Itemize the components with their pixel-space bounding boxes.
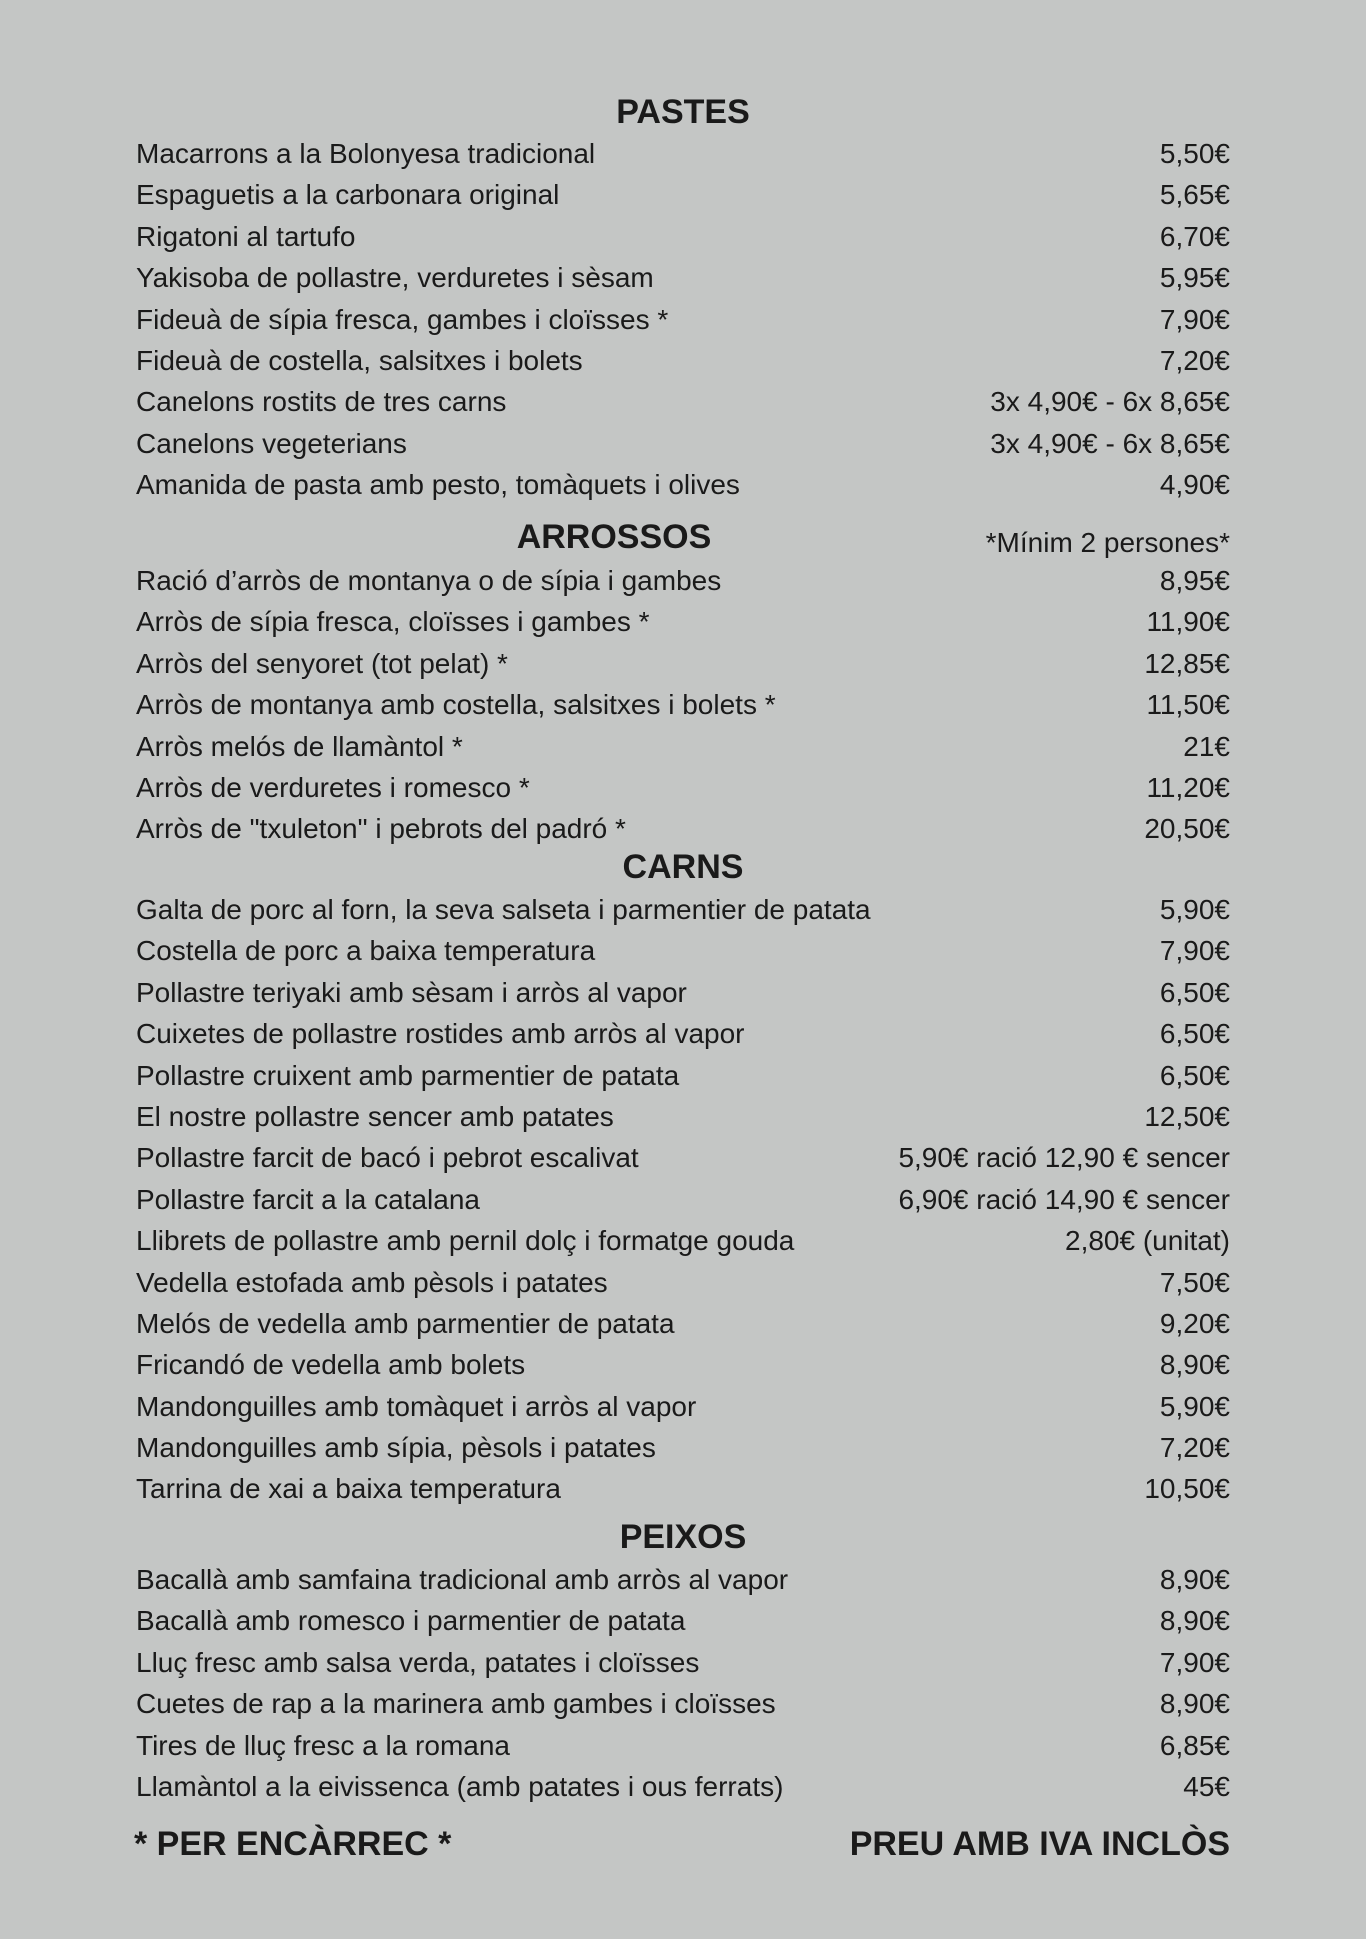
- menu-item-row: [136, 1096, 1230, 1137]
- menu-item-name: Pollastre farcit a la catalana: [136, 1183, 480, 1215]
- menu-item-row: [136, 1642, 1230, 1683]
- menu-item-name: Pollastre farcit de bacó i pebrot escalivat: [136, 1142, 639, 1174]
- menu-item-name: Arròs de montanya amb costella, salsitxes i bolets *: [136, 689, 776, 721]
- section-note: *Mínim 2 persones*: [985, 527, 1230, 558]
- menu-item-row: [136, 1600, 1230, 1641]
- menu-item-row: [136, 1179, 1230, 1220]
- menu-item-price: 7,90€: [1159, 935, 1230, 967]
- menu-item-row: [136, 1220, 1230, 1261]
- menu-item-row: [136, 972, 1230, 1013]
- menu-item-name: Llibrets de pollastre amb pernil dolç i formatge gouda: [136, 1225, 795, 1257]
- menu-item-row: [136, 1137, 1230, 1178]
- menu-item-row: [136, 1055, 1230, 1096]
- menu-item-name: Cuixetes de pollastre rostides amb arròs al vapor: [136, 1018, 745, 1050]
- menu-item-name: Cuetes de rap a la marinera amb gambes i cloïsses: [136, 1688, 776, 1720]
- menu-item-price: 12,85€: [1144, 647, 1230, 679]
- menu-item-price: 3x 4,90€ - 6x 8,65€: [990, 427, 1230, 459]
- menu-item-row: [136, 381, 1230, 422]
- menu-item-row: [136, 216, 1230, 257]
- menu-item-name: Ració d’arròs de montanya o de sípia i gambes: [136, 565, 722, 596]
- section-title: PEIXOS: [619, 1518, 747, 1556]
- menu-item-price: 11,50€: [1146, 689, 1230, 721]
- menu-item-name: Yakisoba de pollastre, verduretes i sèsam: [136, 262, 654, 294]
- menu-item-price: 8,90€: [1159, 1688, 1230, 1720]
- item-list: [136, 133, 1230, 506]
- menu-item-price: 2,80€ (unitat): [1065, 1225, 1230, 1257]
- menu-item-row: [136, 464, 1230, 505]
- menu-item-name: Tarrina de xai a baixa temperatura: [136, 1473, 561, 1505]
- menu-item-name: Bacallà amb romesco i parmentier de patata: [136, 1605, 686, 1637]
- section-heading: [136, 846, 1230, 888]
- section-title: ARROSSOS: [516, 518, 712, 556]
- menu-item-name: Fricandó de vedella amb bolets: [136, 1349, 526, 1381]
- section-title: CARNS: [622, 848, 744, 886]
- menu-item-row: [136, 340, 1230, 381]
- item-list: [136, 889, 1230, 1510]
- menu-item-price: 9,20€: [1159, 1307, 1230, 1339]
- menu-item-row: [136, 684, 1230, 725]
- menu-item-row: [136, 1725, 1230, 1766]
- menu-item-row: [136, 889, 1230, 930]
- menu-item-name: Tires de lluç fresc a la romana: [136, 1729, 510, 1761]
- menu-item-price: 8,90€: [1159, 1349, 1230, 1381]
- menu-item-row: [136, 257, 1230, 298]
- section-carns: [136, 846, 1230, 1510]
- menu-item-price: 5,90€: [1159, 1390, 1230, 1422]
- menu-item-name: Espaguetis a la carbonara original: [136, 179, 560, 211]
- menu-item-row: [136, 1303, 1230, 1344]
- menu-item-price: 11,90€: [1146, 606, 1230, 638]
- section-pastes: [136, 91, 1230, 506]
- menu-item-row: [136, 1262, 1230, 1303]
- menu-item-price: 8,95€: [1159, 565, 1230, 596]
- menu-item-row: [136, 1468, 1230, 1509]
- footer-order-note: * PER ENCÀRREC *: [134, 1825, 452, 1863]
- menu-item-price: 21€: [1183, 730, 1230, 762]
- menu-item-price: 6,90€ ració 14,90 € sencer: [898, 1183, 1230, 1215]
- menu-item-price: 7,20€: [1159, 1432, 1230, 1464]
- menu-item-name: Fideuà de sípia fresca, gambes i cloïsses *: [136, 303, 669, 335]
- menu-item-price: 5,90€: [1159, 894, 1230, 925]
- menu-item-name: Llamàntol a la eivissenca (amb patates i ous ferrats): [136, 1770, 784, 1802]
- menu-item-price: 3x 4,90€ - 6x 8,65€: [990, 386, 1230, 418]
- menu-item-price: 45€: [1183, 1770, 1230, 1802]
- menu-item-row: [136, 1386, 1230, 1427]
- menu-item-name: Pollastre cruixent amb parmentier de patata: [136, 1059, 680, 1091]
- menu-item-name: Arròs melós de llamàntol *: [136, 730, 463, 762]
- menu-item-name: Mandonguilles amb tomàquet i arròs al vapor: [136, 1390, 697, 1422]
- menu-item-price: 7,90€: [1159, 1646, 1230, 1678]
- section-heading: [136, 91, 1230, 133]
- menu-item-name: Amanida de pasta amb pesto, tomàquets i olives: [136, 469, 740, 501]
- item-list: [136, 1559, 1230, 1807]
- menu-item-price: 5,90€ ració 12,90 € sencer: [898, 1142, 1230, 1174]
- menu-item-name: Canelons vegeterians: [136, 427, 407, 459]
- menu-item-name: Fideuà de costella, salsitxes i bolets: [136, 344, 583, 376]
- menu-item-price: 11,20€: [1146, 771, 1230, 803]
- menu-item-row: [136, 643, 1230, 684]
- section-heading: [136, 1516, 1230, 1558]
- menu-item-name: Galta de porc al forn, la seva salseta i parmentier de patata: [136, 894, 871, 925]
- footer-vat-note: PREU AMB IVA INCLÒS: [849, 1825, 1230, 1863]
- menu-item-name: Rigatoni al tartufo: [136, 220, 356, 252]
- menu-item-price: 6,50€: [1159, 1059, 1230, 1091]
- menu-item-row: [136, 930, 1230, 971]
- section-title: PASTES: [616, 93, 750, 131]
- menu-item-name: Arròs del senyoret (tot pelat) *: [136, 647, 508, 679]
- menu-item-row: [136, 299, 1230, 340]
- menu-item-price: 7,20€: [1159, 344, 1230, 376]
- menu-item-row: [136, 1766, 1230, 1807]
- menu-item-row: [136, 767, 1230, 808]
- menu-item-row: [136, 726, 1230, 767]
- menu-item-name: Arròs de "txuleton" i pebrots del padró *: [136, 813, 626, 845]
- menu-item-row: [136, 1344, 1230, 1385]
- menu-item-name: Macarrons a la Bolonyesa tradicional: [136, 138, 596, 169]
- menu-item-row: [136, 1559, 1230, 1600]
- menu-item-name: Arròs de verduretes i romesco *: [136, 771, 530, 803]
- item-list: [136, 560, 1230, 850]
- menu-item-price: 7,90€: [1159, 303, 1230, 335]
- menu-item-name: Bacallà amb samfaina tradicional amb arròs al vapor: [136, 1564, 789, 1595]
- menu-item-name: Vedella estofada amb pèsols i patates: [136, 1266, 608, 1298]
- menu-item-name: Canelons rostits de tres carns: [136, 386, 507, 418]
- menu-item-price: 7,50€: [1159, 1266, 1230, 1298]
- menu-item-name: El nostre pollastre sencer amb patates: [136, 1100, 614, 1132]
- menu-item-row: [136, 133, 1230, 174]
- menu-item-price: 5,50€: [1159, 138, 1230, 169]
- menu-footer: [134, 1822, 1230, 1866]
- section-heading: [136, 516, 1230, 558]
- menu-item-price: 5,65€: [1159, 179, 1230, 211]
- menu-item-name: Pollastre teriyaki amb sèsam i arròs al vapor: [136, 976, 687, 1008]
- menu-item-row: [136, 1683, 1230, 1724]
- section-arrossos: [136, 516, 1230, 850]
- menu-item-row: [136, 1427, 1230, 1468]
- menu-item-price: 6,85€: [1159, 1729, 1230, 1761]
- menu-item-row: [136, 423, 1230, 464]
- menu-item-price: 6,50€: [1159, 976, 1230, 1008]
- menu-item-name: Arròs de sípia fresca, cloïsses i gambes *: [136, 606, 650, 638]
- menu-item-row: [136, 1013, 1230, 1054]
- menu-item-name: Costella de porc a baixa temperatura: [136, 935, 596, 967]
- menu-item-price: 8,90€: [1159, 1564, 1230, 1595]
- section-peixos: [136, 1516, 1230, 1807]
- menu-item-price: 5,95€: [1159, 262, 1230, 294]
- menu-item-row: [136, 601, 1230, 642]
- menu-item-price: 4,90€: [1159, 469, 1230, 501]
- menu-item-price: 6,70€: [1159, 220, 1230, 252]
- menu-item-price: 20,50€: [1144, 813, 1230, 845]
- menu-item-price: 12,50€: [1144, 1100, 1230, 1132]
- menu-item-price: 10,50€: [1144, 1473, 1230, 1505]
- menu-item-name: Melós de vedella amb parmentier de patata: [136, 1307, 675, 1339]
- menu-item-row: [136, 560, 1230, 601]
- menu-item-price: 8,90€: [1159, 1605, 1230, 1637]
- menu-item-row: [136, 174, 1230, 215]
- menu-item-price: 6,50€: [1159, 1018, 1230, 1050]
- menu-item-name: Mandonguilles amb sípia, pèsols i patates: [136, 1432, 656, 1464]
- menu-item-row: [136, 808, 1230, 849]
- menu-item-name: Lluç fresc amb salsa verda, patates i cloïsses: [136, 1646, 700, 1678]
